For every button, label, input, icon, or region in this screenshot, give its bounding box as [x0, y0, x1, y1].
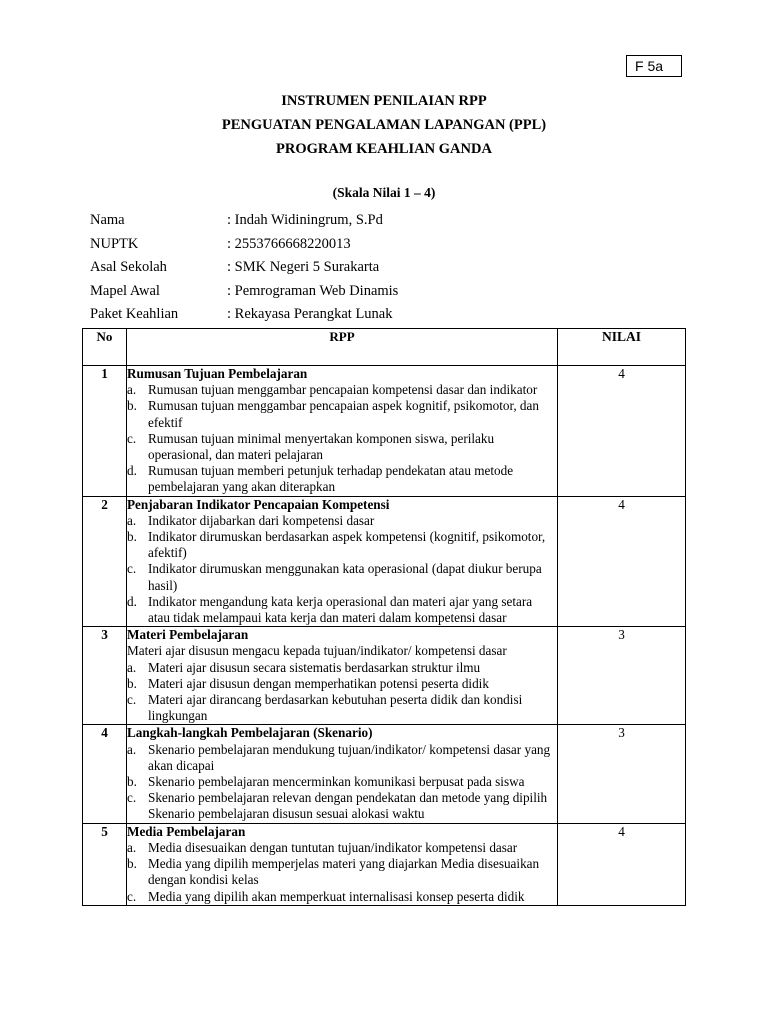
item-letter: a.: [127, 512, 137, 528]
list-item: [127, 382, 557, 398]
score-cell: 3: [558, 627, 686, 725]
header-rpp: RPP: [127, 329, 558, 366]
row-number: 3: [83, 627, 127, 725]
list-item: [127, 561, 557, 593]
row-number: 2: [83, 496, 127, 627]
item-letter: a.: [127, 659, 137, 675]
info-label: Nama: [90, 212, 125, 228]
header-no: No: [83, 329, 127, 366]
item-letter: c.: [127, 561, 137, 577]
header-nilai: NILAI: [558, 329, 686, 366]
item-text: Media yang dipilih akan memperkuat internalisasi konsep peserta didik: [148, 888, 525, 904]
assessment-table: [82, 328, 686, 906]
list-item: [127, 398, 557, 430]
criterion-cell: [127, 366, 558, 497]
criterion-title: Langkah-langkah Pembelajaran (Skenario): [127, 725, 373, 741]
list-item: [127, 463, 557, 495]
document-subtitle: PENGUATAN PENGALAMAN LAPANGAN (PPL): [221, 117, 547, 133]
list-item: [127, 676, 557, 692]
item-text: Rumusan tujuan menggambar pencapaian aspek kognitif, psikomotor, dan efektif: [148, 398, 539, 430]
info-value: : Indah Widiningrum, S.Pd: [227, 212, 383, 228]
item-text: Media disesuaikan dengan tuntutan tujuan/indikator kompetensi dasar: [148, 839, 518, 855]
criterion-title: Media Pembelajaran: [127, 823, 246, 839]
item-text: Indikator dirumuskan menggunakan kata operasional (dapat diukur berupa hasil): [148, 561, 542, 593]
list-item: [127, 660, 557, 676]
table-row: [83, 627, 686, 725]
item-letter: a.: [127, 741, 137, 757]
info-value: : SMK Negeri 5 Surakarta: [227, 259, 380, 275]
info-value: : Pemrograman Web Dinamis: [227, 283, 399, 299]
criterion-cell: [127, 823, 558, 905]
list-item: [127, 431, 557, 463]
criterion-items: [127, 513, 557, 626]
row-number: 4: [83, 725, 127, 823]
info-label: NUPTK: [90, 236, 139, 252]
criterion-intro: Materi ajar disusun mengacu kepada tujuan/indikator/ kompetensi dasar: [127, 643, 507, 659]
score-cell: 3: [558, 725, 686, 823]
info-label: Mapel Awal: [90, 283, 160, 299]
list-item: [127, 692, 557, 724]
form-code-box: F 5a: [626, 55, 682, 77]
list-item: [127, 889, 557, 905]
score-cell: 4: [558, 366, 686, 497]
table-row: [83, 823, 686, 905]
document-title: INSTRUMEN PENILAIAN RPP: [281, 93, 487, 109]
criterion-cell: [127, 627, 558, 725]
table-row: [83, 725, 686, 823]
item-letter: b.: [127, 856, 137, 872]
list-item: [127, 790, 557, 822]
item-text: Media yang dipilih memperjelas materi yang diajarkan Media disesuaikan dengan kondisi kelas: [148, 856, 540, 888]
item-letter: a.: [127, 839, 137, 855]
score-cell: 4: [558, 823, 686, 905]
item-text: Rumusan tujuan minimal menyertakan komponen siswa, perilaku operasional, dan materi pelajaran: [148, 430, 495, 463]
list-item: [127, 856, 557, 888]
item-letter: c.: [127, 692, 137, 708]
criterion-items: [127, 840, 557, 905]
item-letter: b.: [127, 675, 137, 691]
table-row: [83, 496, 686, 627]
info-value: : Rekayasa Perangkat Lunak: [227, 306, 393, 322]
table-body: [83, 366, 686, 906]
score-cell: 4: [558, 496, 686, 627]
criterion-title: Penjabaran Indikator Pencapaian Kompetensi: [127, 496, 390, 512]
list-item: [127, 513, 557, 529]
item-letter: a.: [127, 382, 137, 398]
list-item: [127, 774, 557, 790]
table-row: [83, 366, 686, 497]
list-item: [127, 594, 557, 626]
item-letter: c.: [127, 888, 137, 904]
criterion-title: Rumusan Tujuan Pembelajaran: [127, 366, 308, 381]
item-letter: b.: [127, 398, 137, 414]
item-text: Skenario pembelajaran relevan dengan pendekatan dan metode yang dipilih Skenario pembelajaran disusun sesuai alokasi waktu: [148, 790, 548, 822]
list-item: [127, 742, 557, 774]
criterion-title: Materi Pembelajaran: [127, 627, 249, 643]
scale-note: (Skala Nilai 1 – 4): [332, 185, 436, 200]
list-item: [127, 840, 557, 856]
item-letter: c.: [127, 790, 137, 806]
item-letter: d.: [127, 463, 137, 479]
criterion-cell: [127, 725, 558, 823]
info-value: : 2553766668220013: [227, 236, 351, 252]
row-number: 1: [83, 366, 127, 497]
item-text: Skenario pembelajaran mencerminkan komunikasi berpusat pada siswa: [148, 774, 525, 790]
item-text: Indikator dirumuskan berdasarkan aspek kompetensi (kognitif, psikomotor, afektif): [148, 529, 546, 561]
table-header-row: [83, 329, 686, 366]
item-text: Indikator dijabarkan dari kompetensi dasar: [148, 512, 375, 528]
row-number: 5: [83, 823, 127, 905]
criterion-items: [127, 742, 557, 823]
item-text: Rumusan tujuan menggambar pencapaian kompetensi dasar dan indikator: [148, 382, 538, 398]
criterion-items: [127, 382, 557, 495]
item-text: Rumusan tujuan memberi petunjuk terhadap pendekatan atau metode pembelajaran yang akan diterapkan: [148, 463, 514, 495]
item-text: Indikator mengandung kata kerja operasional dan materi ajar yang setara atau tidak melampaui kata kerja dan materi dalam kompetensi dasar: [148, 593, 533, 626]
item-letter: b.: [127, 774, 137, 790]
list-item: [127, 529, 557, 561]
item-text: Materi ajar disusun secara sistematis berdasarkan struktur ilmu: [148, 659, 481, 675]
item-letter: b.: [127, 529, 137, 545]
info-label: Paket Keahlian: [90, 306, 179, 322]
criterion-cell: [127, 496, 558, 627]
criterion-items: [127, 660, 557, 725]
item-text: Materi ajar disusun dengan memperhatikan potensi peserta didik: [148, 675, 489, 691]
item-letter: c.: [127, 430, 137, 446]
item-text: Materi ajar dirancang berdasarkan kebutuhan peserta didik dan kondisi lingkungan: [148, 692, 523, 724]
item-text: Skenario pembelajaran mendukung tujuan/indikator/ kompetensi dasar yang akan dicapai: [148, 741, 551, 773]
item-letter: d.: [127, 593, 137, 609]
program-title: PROGRAM KEAHLIAN GANDA: [276, 141, 492, 157]
info-label: Asal Sekolah: [90, 259, 167, 275]
